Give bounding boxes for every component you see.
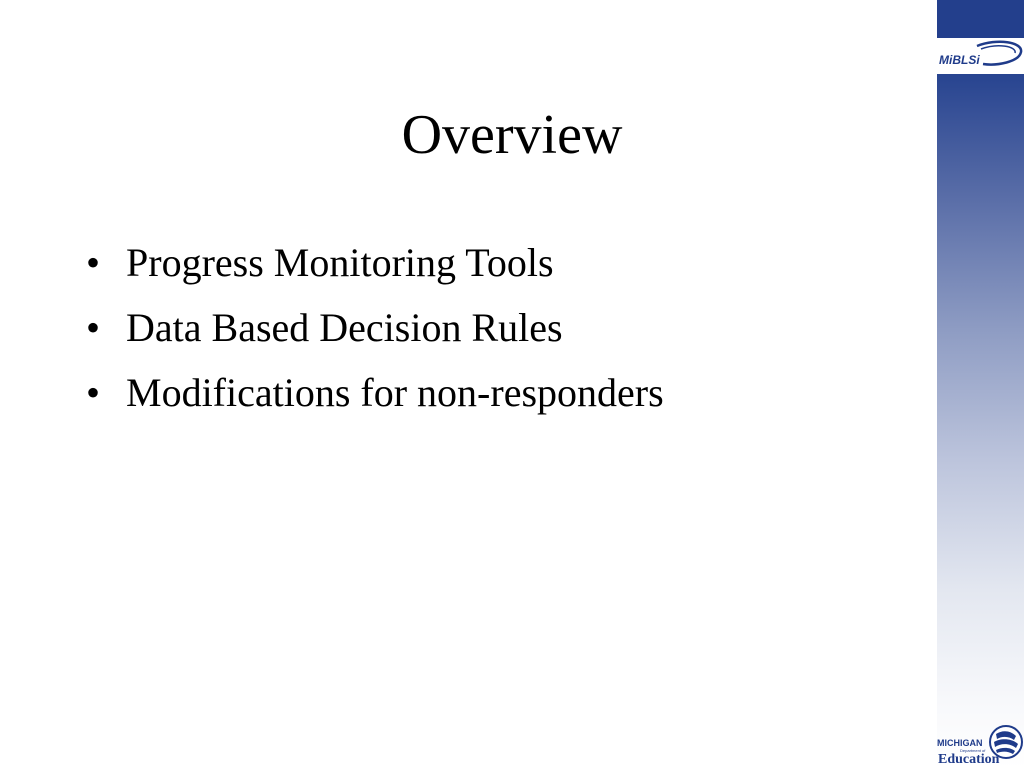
slide-title: Overview	[401, 104, 623, 166]
bullet-item	[86, 295, 664, 360]
svg-text:MICHIGAN: MICHIGAN	[937, 738, 983, 748]
miblsi-logo	[937, 38, 1024, 74]
bullet-text: Data Based Decision Rules	[126, 305, 563, 350]
bullet-icon: •	[86, 240, 101, 285]
svg-text:Department of: Department of	[960, 748, 986, 753]
michigan-education-logo-graphic	[936, 720, 1024, 768]
bullet-icon: •	[86, 305, 101, 350]
svg-text:MiBLSi: MiBLSi	[939, 53, 980, 67]
bullet-icon: •	[86, 370, 101, 415]
svg-text:Education: Education	[938, 752, 1000, 767]
michigan-education-logo	[936, 720, 1024, 768]
bullet-item	[86, 360, 664, 425]
miblsi-logo-graphic	[937, 38, 1024, 74]
bullet-item	[86, 230, 664, 295]
bullet-text: Progress Monitoring Tools	[126, 240, 554, 285]
bullet-list	[86, 230, 664, 425]
bullet-text: Modifications for non-responders	[126, 370, 664, 415]
